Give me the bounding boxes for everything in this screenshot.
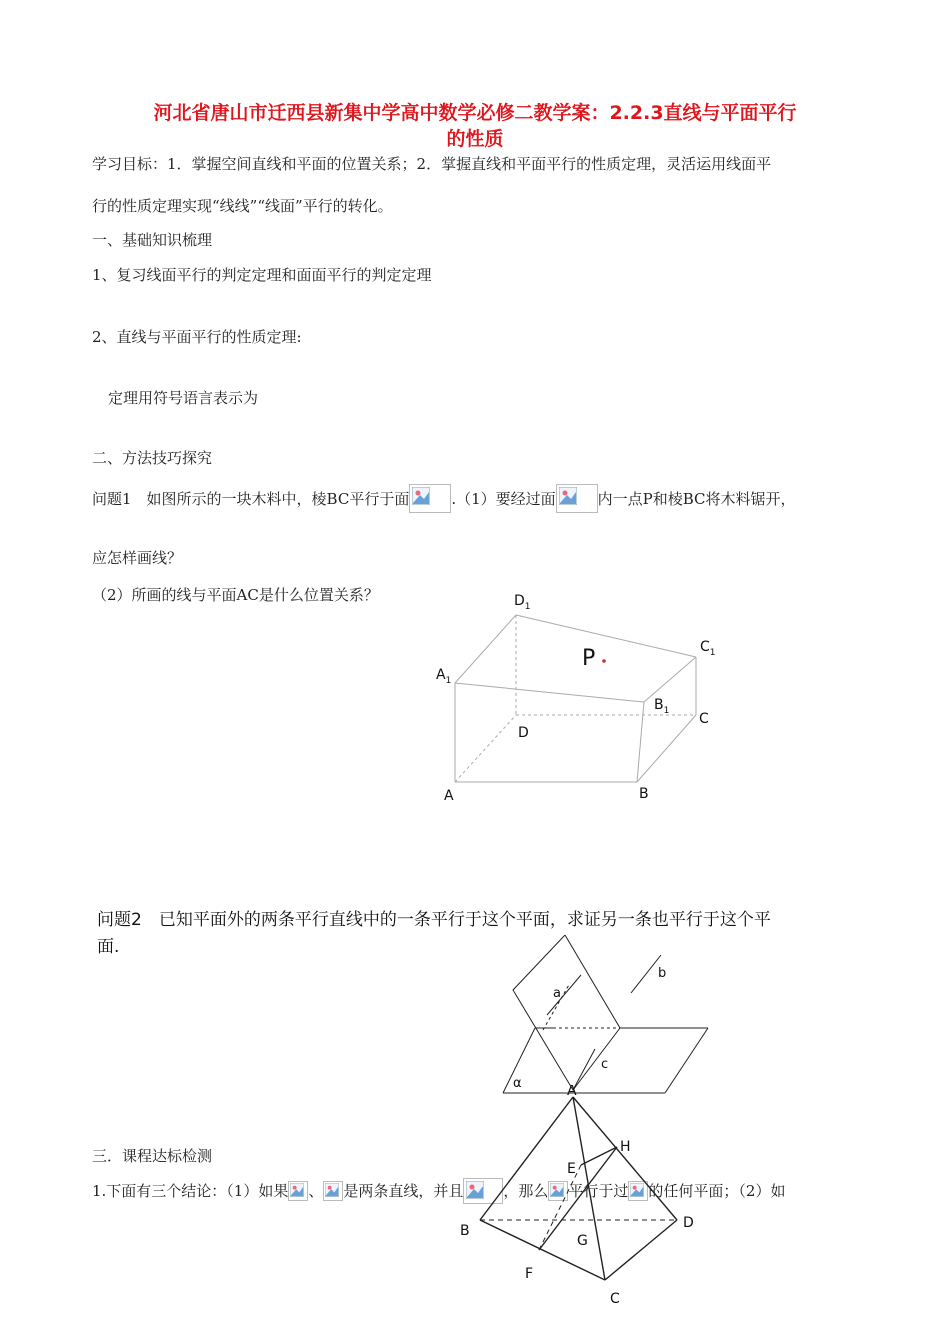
check1-text-b: 、 bbox=[308, 1182, 324, 1200]
label-point-g: G bbox=[577, 1233, 588, 1249]
section-basic-knowledge: 一、基础知识梳理 bbox=[92, 231, 213, 249]
symbol-language-text: 定理用符号语言表示为 bbox=[108, 389, 259, 407]
question2-line1: 问题2 已知平面外的两条平行直线中的一条平行于这个平面，求证另一条也平行于这个平 bbox=[97, 910, 771, 930]
label-a: A bbox=[444, 788, 454, 804]
label-vertex-c: C bbox=[610, 1291, 620, 1307]
label-point-h: H bbox=[620, 1139, 631, 1155]
question1-text-c: 内一点P和棱BC将木料锯开， bbox=[597, 489, 796, 508]
section-methods: 二、方法技巧探究 bbox=[92, 449, 213, 467]
label-vertex-d: D bbox=[683, 1215, 694, 1231]
question1-text-a: 问题1 如图所示的一块木料中，棱BC平行于面 bbox=[92, 489, 410, 508]
wood-block-figure bbox=[420, 585, 740, 815]
objective-line2: 行的性质定理实现“线线”“线面”平行的转化。 bbox=[92, 197, 393, 215]
item-review-theorems: 1、复习线面平行的判定定理和面面平行的判定定理 bbox=[92, 266, 432, 284]
point-p-dot bbox=[602, 659, 606, 663]
label-plane-alpha: α bbox=[513, 1076, 522, 1091]
label-b1: $B_1$ bbox=[654, 697, 670, 716]
check1-text-a: 1.下面有三个结论：（1）如果 bbox=[92, 1182, 289, 1200]
label-point-e: E bbox=[567, 1161, 576, 1177]
label-line-a: a bbox=[553, 986, 561, 1001]
check1-text-f: 的任何平面；（2）如 bbox=[648, 1182, 786, 1200]
planes-figure bbox=[495, 935, 720, 1095]
check1-text-e: 平行于过 bbox=[568, 1182, 629, 1200]
check1-text-c: 是两条直线，并且 bbox=[343, 1182, 464, 1200]
missing-image-icon bbox=[556, 484, 598, 513]
label-point-f: F bbox=[525, 1266, 534, 1282]
page-title: 河北省唐山市迁西县新集中学高中数学必修二教学案：2.2.3直线与平面平行 bbox=[153, 102, 797, 124]
objective-line1: 学习目标：1．掌握空间直线和平面的位置关系；2．掌握直线和平面平行的性质定理，灵活运用线面平 bbox=[92, 155, 772, 173]
label-b: B bbox=[639, 786, 649, 802]
missing-image-icon bbox=[409, 484, 451, 513]
label-d: D bbox=[518, 725, 529, 741]
page-title-line2: 的性质 bbox=[446, 128, 504, 150]
question1-line2: 应怎样画线？ bbox=[92, 549, 183, 567]
label-d1: $D_1$ bbox=[514, 593, 531, 612]
label-vertex-a: A bbox=[567, 1085, 577, 1099]
question1-line bbox=[92, 484, 796, 513]
question2-line2: 面. bbox=[97, 937, 120, 957]
label-line-b: b bbox=[658, 966, 667, 981]
question1-part2: （2）所画的线与平面AC是什么位置关系？ bbox=[92, 586, 379, 604]
label-c: C bbox=[699, 711, 709, 727]
question1-text-b: .（1）要经过面 bbox=[451, 489, 556, 508]
missing-image-icon bbox=[323, 1181, 343, 1201]
pyramid-figure bbox=[455, 1085, 715, 1315]
label-vertex-b: B bbox=[460, 1223, 470, 1239]
label-c1: $C_1$ bbox=[700, 639, 716, 658]
check1-text-d: ，那么 bbox=[503, 1182, 549, 1200]
section-check: 三．课程达标检测 bbox=[92, 1147, 213, 1165]
label-a1: $A_1$ bbox=[436, 667, 452, 686]
label-line-c: c bbox=[601, 1057, 609, 1072]
label-point-p: P bbox=[582, 646, 596, 671]
missing-image-icon bbox=[288, 1181, 308, 1201]
item-property-theorem: 2、直线与平面平行的性质定理: bbox=[92, 328, 302, 346]
